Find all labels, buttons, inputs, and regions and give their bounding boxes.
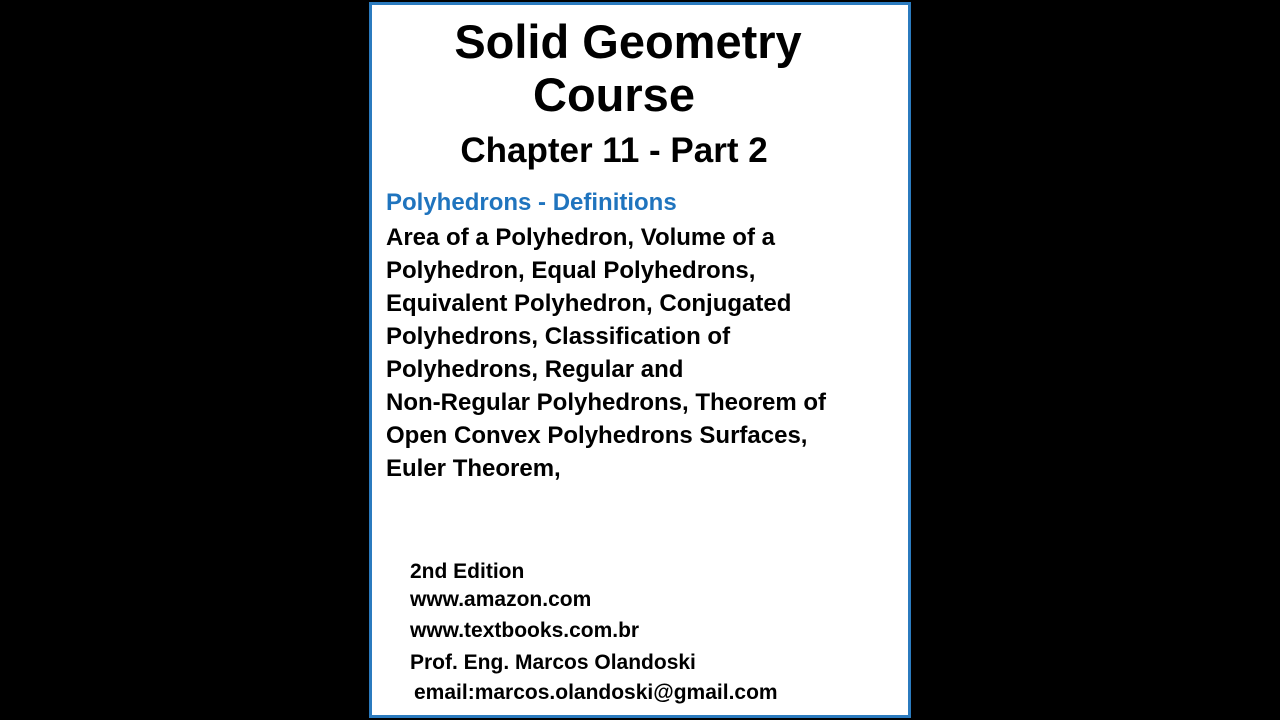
topics-list (386, 221, 826, 485)
cover-card (369, 2, 911, 718)
section-subtitle: Polyhedrons - Definitions (386, 189, 677, 216)
topic-line: Polyhedrons, Classification of (386, 323, 731, 350)
cover-content (374, 7, 906, 713)
topic-line: Polyhedron, Equal Polyhedrons, (386, 257, 756, 284)
textbooks-link: www.textbooks.com.br (410, 619, 640, 642)
topic-line: Non-Regular Polyhedrons, Theorem of (386, 389, 827, 416)
topic-line: Euler Theorem, (386, 455, 561, 482)
author-name: Prof. Eng. Marcos Olandoski (410, 651, 696, 674)
chapter-title: Chapter 11 - Part 2 (460, 131, 768, 170)
topic-line: Area of a Polyhedron, Volume of a (386, 224, 775, 251)
edition-label: 2nd Edition (410, 560, 525, 583)
topic-line: Polyhedrons, Regular and (386, 356, 684, 383)
author-email: email:marcos.olandoski@gmail.com (414, 681, 778, 704)
amazon-link: www.amazon.com (410, 588, 592, 611)
course-title-line1: Solid Geometry (454, 15, 802, 68)
topic-line: Open Convex Polyhedrons Surfaces, (386, 422, 808, 449)
topic-line: Equivalent Polyhedron, Conjugated (386, 290, 792, 317)
course-title-line2: Course (533, 68, 695, 121)
